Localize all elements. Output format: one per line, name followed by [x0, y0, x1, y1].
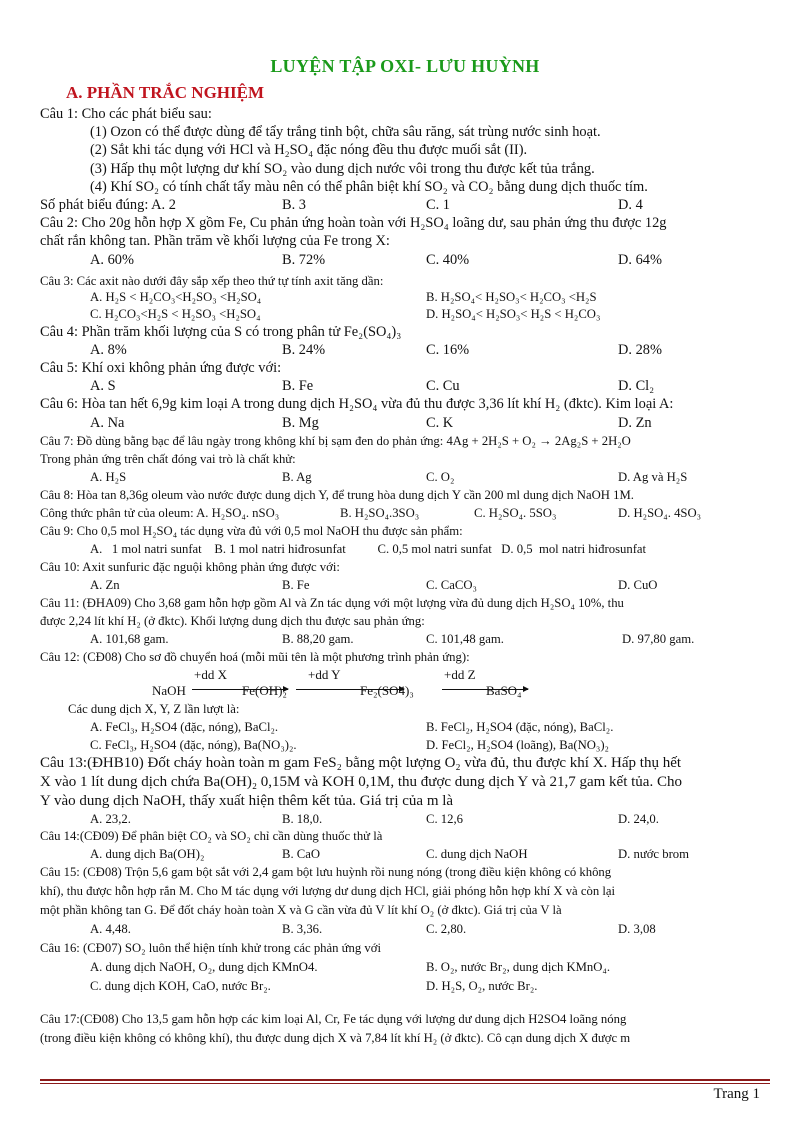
- option-d: D. Cl₂: [618, 378, 655, 395]
- question-stem-cont: X vào 1 lít dung dịch chứa Ba(OH)₂ 0,15M và KOH 0,1M, thu được dung dịch Y và 21,7 gam kết tủa. Cho: [40, 773, 682, 790]
- option-a: A. 8%: [90, 341, 127, 358]
- option-c: C. 40%: [426, 251, 470, 268]
- option-b: B. O₂, nước Br₂, dung dịch KMnO₄.: [426, 960, 611, 975]
- option-a: A. S: [90, 378, 116, 395]
- option-d: D. 3,08: [618, 922, 656, 937]
- statement-1: (1) Ozon có thể được dùng để tẩy trắng tinh bột, chữa sâu răng, sát trùng nước sinh hoạt.: [90, 124, 601, 141]
- option-a: A. 101,68 gam.: [90, 631, 169, 646]
- option-a: A. H₂S: [90, 469, 127, 484]
- question-stem-cont: một phần không tan G. Để đốt cháy hoàn toàn X và G cần vừa đủ V lít khí O₂ (ở đktc). Giá trị của V là: [40, 903, 562, 918]
- option-c: C. Cu: [426, 378, 460, 395]
- option-b: B. CaO: [282, 847, 321, 862]
- question-2: [40, 214, 770, 269]
- option-d: D. H₂S, O₂, nước Br₂.: [426, 979, 538, 994]
- option-a: A. Na: [90, 414, 125, 431]
- question-6: [40, 395, 770, 431]
- question-10: [40, 558, 770, 594]
- option-a: A. FeCl₃, H₂SO4 (đặc, nóng), BaCl₂.: [90, 719, 279, 734]
- option-c: C. 101,48 gam.: [426, 631, 504, 646]
- option-d: D. 24,0.: [618, 811, 659, 826]
- option-b: B. FeCl₂, H₂SO4 (đặc, nóng), BaCl₂.: [426, 719, 614, 734]
- option-a: Số phát biểu đúng: A. 2: [40, 197, 176, 214]
- option-b: B. 3,36.: [282, 922, 323, 937]
- option-c: C. O₂: [426, 469, 455, 484]
- scheme-end: BaSO₄: [486, 682, 522, 698]
- scheme-step-1: Fe(OH)₂: [242, 682, 287, 698]
- option-a: A. dung dịch Ba(OH)₂: [90, 847, 205, 862]
- option-b: B. Mg: [282, 414, 319, 431]
- option-d: D. H₂SO₄< H₂SO₃< H₂S < H₂CO₃: [426, 307, 601, 322]
- question-stem: Câu 10: Axit sunfuric đặc nguội không phản ứng được với:: [40, 559, 340, 574]
- question-stem: Câu 6: Hòa tan hết 6,9g kim loại A trong dung dịch H₂SO₄ vừa đủ thu được 3,36 lít khí H₂ (đktc). Kim loại A:: [40, 396, 674, 413]
- option-c: C. CaCO₃: [426, 577, 477, 592]
- footer-rule-thin: [40, 1083, 770, 1084]
- question-5: [40, 359, 770, 395]
- option-a: A. 60%: [90, 251, 134, 268]
- document-page: [40, 56, 770, 1048]
- question-13: [40, 754, 770, 828]
- question-stem: Câu 14:(CĐ09) Để phân biệt CO₂ và SO₂ chỉ cần dùng thuốc thử là: [40, 829, 383, 844]
- conversion-scheme: [90, 666, 770, 700]
- options-line: A. 1 mol natri sunfat B. 1 mol natri hiđrosunfat C. 0,5 mol natri sunfat D. 0,5 mol natri hiđrosunfat: [90, 541, 647, 556]
- question-16: [40, 939, 770, 996]
- question-9: [40, 522, 770, 558]
- scheme-start: NaOH: [152, 682, 186, 698]
- option-d: D. 4: [618, 197, 643, 214]
- question-17: [40, 1010, 770, 1048]
- statement-3: (3) Hấp thụ một lượng dư khí SO₂ vào dung dịch nước vôi trong thu được kết tủa trắng.: [90, 160, 595, 177]
- question-stem: Câu 1: Cho các phát biểu sau:: [40, 106, 212, 122]
- question-8: [40, 486, 770, 522]
- option-c: C. H₂SO₄. 5SO₃: [474, 505, 557, 520]
- option-b: B. H₂SO₄.3SO₃: [340, 505, 420, 520]
- question-stem: Câu 12: (CĐ08) Cho sơ đồ chuyển hoá (mỗi mũi tên là một phương trình phản ứng):: [40, 649, 470, 664]
- option-d: D. FeCl₂, H₂SO4 (loãng), Ba(NO₃)₂: [426, 737, 609, 752]
- option-d: D. 64%: [618, 251, 662, 268]
- scheme-step-2: Fe₂(SO4)₃: [360, 682, 414, 698]
- question-stem: Câu 4: Phần trăm khối lượng của S có trong phân tử Fe₂(SO₄)₃: [40, 323, 402, 340]
- question-stem: Câu 3: Các axit nào dưới đây sắp xếp theo thứ tự tính axit tăng dần:: [40, 273, 384, 288]
- question-stem-cont: chất rắn không tan. Phần trăm về khối lượng của Fe trong X:: [40, 233, 390, 250]
- option-a: A. 23,2.: [90, 811, 131, 826]
- question-12: [40, 648, 770, 754]
- question-3: [40, 273, 770, 323]
- question-stem-cont: khí), thu được hỗn hợp rắn M. Cho M tác dụng với lượng dư dung dịch HCl, giải phóng hỗn hợp khí X và còn lại: [40, 884, 616, 899]
- reagent-x: +dd X: [194, 666, 227, 682]
- option-c: C. dung dịch NaOH: [426, 847, 528, 862]
- question-stem: Câu 9: Cho 0,5 mol H₂SO₄ tác dụng vừa đủ với 0,5 mol NaOH thu được sản phẩm:: [40, 523, 463, 538]
- question-stem-cont: (trong điều kiện không có không khí), thu được dung dịch X và 7,84 lít khí H₂ (ở đktc). Cô cạn dung dịch X được m: [40, 1031, 631, 1046]
- question-stem: Câu 7: Đồ dùng bằng bạc để lâu ngày trong không khí bị sạm đen do phản ứng: 4Ag + 2H₂S + O₂ → 2Ag₂S + 2H₂O: [40, 433, 631, 448]
- question-stem-cont: Y vào dung dịch NaOH, thấy xuất hiện thêm kết tủa. Giá trị của m là: [40, 792, 454, 809]
- option-d: D. 97,80 gam.: [622, 631, 695, 646]
- option-b: B. 3: [282, 197, 306, 214]
- question-stem: Câu 11: (ĐHA09) Cho 3,68 gam hỗn hợp gồm Al và Zn tác dụng với một lượng vừa đủ dung dịch H₂SO₄ 10%, thu: [40, 595, 624, 610]
- question-stem: Câu 5: Khí oxi không phản ứng được với:: [40, 360, 282, 377]
- question-stem: Câu 17:(CĐ08) Cho 13,5 gam hỗn hợp các kim loại Al, Cr, Fe tác dụng với lượng dư dung dịch H2SO4 loãng nóng: [40, 1012, 627, 1027]
- option-b: B. Ag: [282, 469, 312, 484]
- option-b: B. 18,0.: [282, 811, 323, 826]
- option-c: C. FeCl₃, H₂SO4 (đặc, nóng), Ba(NO₃)₂.: [90, 737, 297, 752]
- question-7: [40, 432, 770, 486]
- option-a: Công thức phân tử của oleum: A. H₂SO₄. nSO₃: [40, 505, 280, 520]
- question-4: [40, 323, 770, 359]
- option-c: C. H₂CO₃<H₂S < H₂SO₃ <H₂SO₄: [90, 307, 261, 322]
- question-prompt: Các dung dịch X, Y, Z lần lượt là:: [68, 701, 240, 716]
- option-a: A. dung dịch NaOH, O₂, dung dịch KMnO4.: [90, 960, 318, 975]
- statement-2: (2) Sắt khi tác dụng với HCl và H₂SO₄ đặc nóng đều thu được muối sắt (II).: [90, 142, 528, 159]
- option-d: D. CuO: [618, 577, 658, 592]
- option-b: B. 72%: [282, 251, 326, 268]
- reagent-y: +dd Y: [308, 666, 341, 682]
- option-b: B. 24%: [282, 341, 326, 358]
- option-a: A. 4,48.: [90, 922, 131, 937]
- option-d: D. Ag và H₂S: [618, 469, 688, 484]
- option-a: A. Zn: [90, 577, 120, 592]
- reagent-z: +dd Z: [444, 666, 476, 682]
- question-stem: Câu 13:(ĐHB10) Đốt cháy hoàn toàn m gam FeS₂ bằng một lượng O₂ vừa đủ, thu được khí X. Hấp thụ hết: [40, 754, 682, 771]
- option-d: D. nước brom: [618, 847, 690, 862]
- option-c: C. dung dịch KOH, CaO, nước Br₂.: [90, 979, 271, 994]
- page-number: Trang 1: [713, 1086, 760, 1102]
- option-a: A. H₂S < H₂CO₃<H₂SO₃ <H₂SO₄: [90, 290, 262, 305]
- page-title: LUYỆN TẬP OXI- LƯU HUỲNH: [270, 56, 540, 76]
- question-15: [40, 863, 770, 939]
- statement-4: (4) Khí SO₂ có tính chất tẩy màu nên có thể phân biệt khí SO₂ và CO₂ bằng dung dịch thuốc tím.: [90, 178, 648, 195]
- section-heading: A. PHẦN TRẮC NGHIỆM: [66, 83, 265, 102]
- question-stem-cont: được 2,24 lít khí H₂ (ở đktc). Khối lượng dung dịch thu được sau phản ứng:: [40, 613, 425, 628]
- option-b: B. H₂SO₄< H₂SO₃< H₂CO₃ <H₂S: [426, 290, 597, 305]
- question-stem: Câu 15: (CĐ08) Trộn 5,6 gam bột sắt với 2,4 gam bột lưu huỳnh rồi nung nóng (trong điều kiện không có không: [40, 865, 612, 880]
- option-c: C. 16%: [426, 341, 470, 358]
- option-b: B. Fe: [282, 577, 310, 592]
- question-stem: Câu 8: Hòa tan 8,36g oleum vào nước được dung dịch Y, để trung hòa dung dịch Y cần 200 ml dung dịch NaOH 1M.: [40, 487, 634, 502]
- question-stem: Câu 2: Cho 20g hỗn hợp X gồm Fe, Cu phản ứng hoàn toàn với H₂SO₄ loãng dư, sau phản ứng thu được 12g: [40, 215, 667, 232]
- option-c: C. 12,6: [426, 811, 464, 826]
- question-stem: Câu 16: (CĐ07) SO₂ luôn thể hiện tính khử trong các phản ứng với: [40, 941, 381, 956]
- footer-rule: [40, 1079, 770, 1081]
- option-c: C. K: [426, 414, 454, 431]
- option-d: D. 28%: [618, 341, 662, 358]
- option-b: B. Fe: [282, 378, 314, 395]
- option-c: C. 1: [426, 197, 450, 214]
- question-11: [40, 594, 770, 648]
- option-b: B. 88,20 gam.: [282, 631, 354, 646]
- question-1: [40, 105, 770, 214]
- question-14: [40, 827, 770, 863]
- option-c: C. 2,80.: [426, 922, 467, 937]
- option-d: D. Zn: [618, 414, 652, 431]
- option-d: D. H₂SO₄. 4SO₃: [618, 505, 702, 520]
- question-stem-cont: Trong phản ứng trên chất đóng vai trò là chất khử:: [40, 451, 296, 466]
